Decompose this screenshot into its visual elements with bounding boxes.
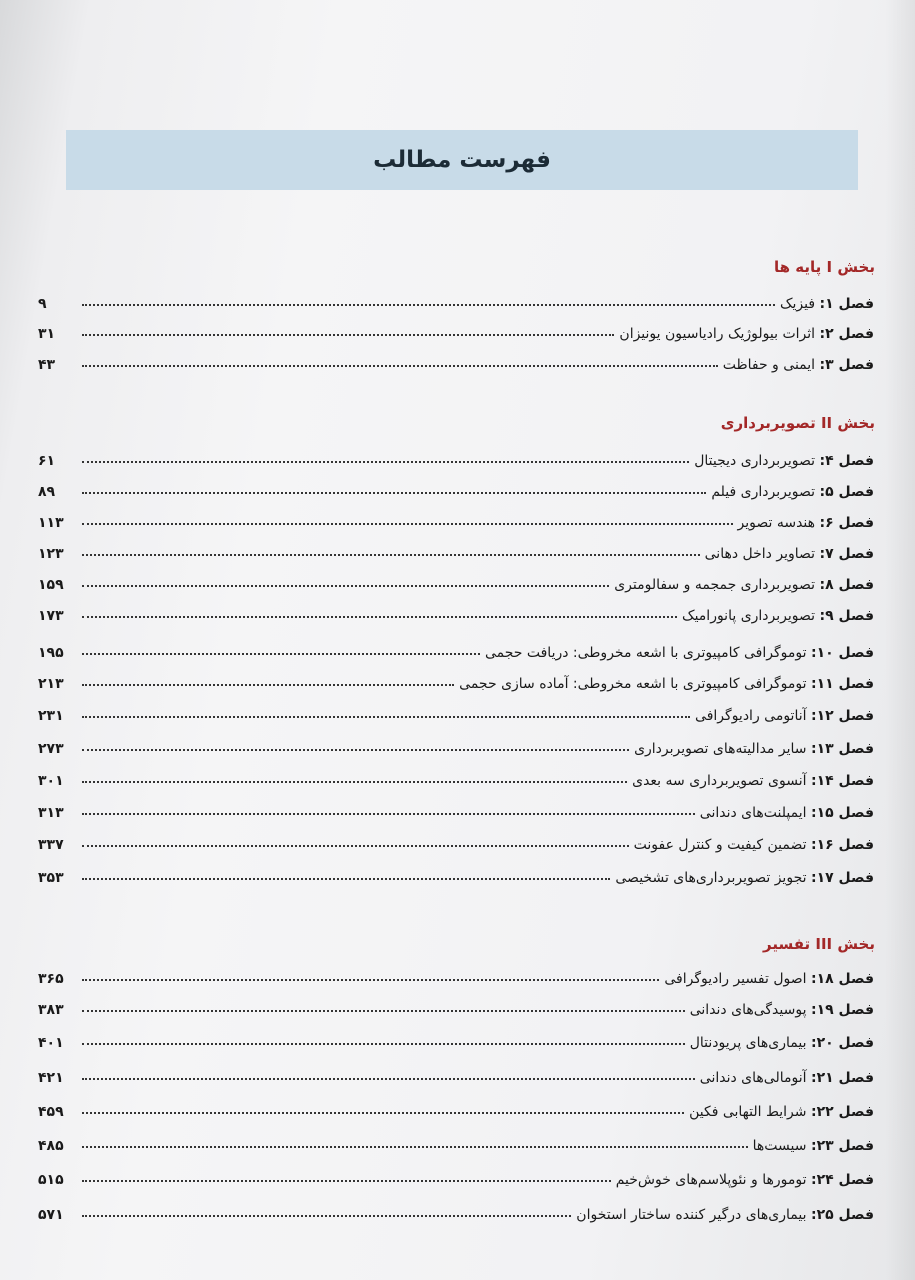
- section-heading: بخش III تفسیر: [763, 935, 875, 953]
- chapter-title: [616, 326, 874, 342]
- chapter-name: تجویز تصویربرداری‌های تشخیصی: [615, 870, 807, 886]
- toc-entry[interactable]: [38, 637, 874, 661]
- chapter-title: [573, 1207, 874, 1223]
- page-number: ۳۶۵: [38, 971, 64, 987]
- page-number: ۲۳۱: [38, 708, 64, 724]
- dot-leader: [82, 716, 690, 718]
- dot-leader: [82, 1112, 684, 1114]
- chapter-name: بیماری‌های درگیر کننده ساختار استخوان: [576, 1207, 807, 1223]
- toc-entry[interactable]: [38, 733, 874, 757]
- dot-leader: [82, 1180, 611, 1182]
- chapter-title: [720, 357, 874, 373]
- chapter-number: فصل ۲۴:: [810, 1172, 874, 1188]
- chapter-title: [631, 837, 874, 853]
- page-title: فهرست مطالب: [373, 147, 551, 173]
- page-number: ۳۸۳: [38, 1002, 64, 1018]
- chapter-name: بیماری‌های پریودنتال: [689, 1035, 807, 1051]
- page-number: ۶۱: [38, 453, 56, 469]
- toc-entry[interactable]: [38, 288, 874, 312]
- page-number: ۲۷۳: [38, 741, 64, 757]
- chapter-number: فصل ۹:: [819, 608, 874, 624]
- chapter-name: آنومالی‌های دندانی: [699, 1070, 807, 1086]
- chapter-title: [692, 708, 874, 724]
- chapter-name: سایر مدالیته‌های تصویربرداری: [634, 741, 807, 757]
- chapter-title: [611, 577, 874, 593]
- dot-leader: [82, 365, 718, 367]
- toc-entry[interactable]: [38, 1130, 874, 1154]
- chapter-name: تصویربرداری پانورامیک: [682, 608, 816, 624]
- chapter-name: سیست‌ها: [752, 1138, 807, 1154]
- chapter-title: [708, 484, 874, 500]
- dot-leader: [82, 334, 614, 336]
- page-number: ۲۱۳: [38, 676, 64, 692]
- toc-entry[interactable]: [38, 700, 874, 724]
- dot-leader: [82, 845, 629, 847]
- page-number: ۴۳: [38, 357, 56, 373]
- chapter-number: فصل ۱۳:: [810, 741, 874, 757]
- chapter-title: [456, 676, 874, 692]
- dot-leader: [82, 523, 733, 525]
- page-number: ۵۷۱: [38, 1207, 64, 1223]
- dot-leader: [82, 461, 689, 463]
- chapter-title: [750, 1138, 874, 1154]
- chapter-name: توموگرافی کامپیوتری با اشعه مخروطی: دریافت حجمی: [484, 645, 807, 661]
- chapter-number: فصل ۱۴:: [810, 773, 874, 789]
- chapter-title: [735, 515, 875, 531]
- toc-entry[interactable]: [38, 668, 874, 692]
- toc-entry[interactable]: [38, 994, 874, 1018]
- chapter-number: فصل ۲۳:: [810, 1138, 874, 1154]
- page-number: ۴۸۵: [38, 1138, 64, 1154]
- chapter-title: [697, 1070, 874, 1086]
- page-number: ۴۲۱: [38, 1070, 64, 1086]
- toc-entry[interactable]: [38, 569, 874, 593]
- chapter-name: توموگرافی کامپیوتری با اشعه مخروطی: آماده سازی حجمی: [459, 676, 807, 692]
- dot-leader: [82, 684, 454, 686]
- dot-leader: [82, 1010, 685, 1012]
- page-number: ۳۳۷: [38, 837, 64, 853]
- toc-entry[interactable]: [38, 445, 874, 469]
- dot-leader: [82, 979, 659, 981]
- chapter-name: تومورها و نئوپلاسم‌های خوش‌خیم: [615, 1172, 807, 1188]
- page-number: ۱۵۹: [38, 577, 64, 593]
- dot-leader: [82, 585, 609, 587]
- chapter-name: هندسه تصویر: [737, 515, 816, 531]
- chapter-number: فصل ۷:: [819, 546, 874, 562]
- chapter-name: آناتومی رادیوگرافی: [695, 708, 807, 724]
- page-number: ۱۹۵: [38, 645, 64, 661]
- chapter-number: فصل ۱۸:: [810, 971, 874, 987]
- chapter-name: پوسیدگی‌های دندانی: [689, 1002, 807, 1018]
- chapter-name: اثرات بیولوژیک رادیاسیون یونیزان: [619, 326, 816, 342]
- page-number: ۴۵۹: [38, 1104, 64, 1120]
- chapter-number: فصل ۱۲:: [810, 708, 874, 724]
- chapter-name: ایمنی و حفاظت: [722, 357, 816, 373]
- chapter-number: فصل ۴:: [819, 453, 874, 469]
- dot-leader: [82, 1043, 685, 1045]
- chapter-name: تصویربرداری فیلم: [711, 484, 816, 500]
- chapter-title: [631, 741, 874, 757]
- chapter-name: تضمین کیفیت و کنترل عفونت: [633, 837, 807, 853]
- dot-leader: [82, 1215, 571, 1217]
- dot-leader: [82, 1146, 748, 1148]
- page-number: ۱۲۳: [38, 546, 64, 562]
- chapter-title: [629, 773, 874, 789]
- chapter-number: فصل ۱۷:: [810, 870, 874, 886]
- chapter-number: فصل ۱۱:: [810, 676, 874, 692]
- chapter-name: فیزیک: [779, 296, 816, 312]
- chapter-title: [697, 805, 874, 821]
- toc-entry[interactable]: [38, 318, 874, 342]
- chapter-name: شرایط التهابی فکین: [689, 1104, 807, 1120]
- chapter-number: فصل ۲۰:: [810, 1035, 874, 1051]
- page-number: ۳۵۳: [38, 870, 64, 886]
- toc-entry[interactable]: [38, 862, 874, 886]
- toc-entry[interactable]: [38, 349, 874, 373]
- dot-leader: [82, 813, 695, 815]
- chapter-title: [661, 971, 874, 987]
- dot-leader: [82, 878, 610, 880]
- chapter-number: فصل ۵:: [819, 484, 874, 500]
- chapter-number: فصل ۲۵:: [810, 1207, 874, 1223]
- toc-entry[interactable]: [38, 1164, 874, 1188]
- chapter-title: [679, 608, 874, 624]
- chapter-name: آنسوی تصویربرداری سه بعدی: [632, 773, 807, 789]
- chapter-number: فصل ۱۶:: [810, 837, 874, 853]
- chapter-number: فصل ۱۰:: [810, 645, 874, 661]
- chapter-number: فصل ۲۲:: [810, 1104, 874, 1120]
- page-number: ۵۱۵: [38, 1172, 64, 1188]
- chapter-title: [686, 1104, 874, 1120]
- chapter-title: [687, 1035, 874, 1051]
- chapter-name: تصاویر داخل دهانی: [704, 546, 816, 562]
- page-number: ۱۷۳: [38, 608, 64, 624]
- toc-entry[interactable]: [38, 600, 874, 624]
- chapter-title: [687, 1002, 874, 1018]
- page-number: ۱۱۳: [38, 515, 64, 531]
- page-number: ۳۱: [38, 326, 56, 342]
- chapter-title: [482, 645, 874, 661]
- toc-entry[interactable]: [38, 963, 874, 987]
- dot-leader: [82, 554, 700, 556]
- page-number: ۹: [38, 296, 47, 312]
- chapter-number: فصل ۳:: [819, 357, 874, 373]
- toc-entry[interactable]: [38, 1062, 874, 1086]
- chapter-number: فصل ۶:: [819, 515, 874, 531]
- chapter-number: فصل ۲۱:: [810, 1070, 874, 1086]
- toc-entry[interactable]: [38, 476, 874, 500]
- toc-entry[interactable]: [38, 765, 874, 789]
- chapter-name: ایمپلنت‌های دندانی: [699, 805, 807, 821]
- chapter-title: [691, 453, 874, 469]
- page-number: ۳۱۳: [38, 805, 64, 821]
- chapter-title: [613, 1172, 874, 1188]
- dot-leader: [82, 781, 627, 783]
- toc-entry[interactable]: [38, 829, 874, 853]
- chapter-title: [702, 546, 874, 562]
- chapter-name: تصویربرداری دیجیتال: [694, 453, 816, 469]
- page-number: ۸۹: [38, 484, 56, 500]
- chapter-number: فصل ۱۵:: [810, 805, 874, 821]
- dot-leader: [82, 616, 677, 618]
- dot-leader: [82, 653, 480, 655]
- chapter-number: فصل ۸:: [819, 577, 874, 593]
- toc-entry[interactable]: [38, 507, 874, 531]
- toc-entry[interactable]: [38, 797, 874, 821]
- toc-entry[interactable]: [38, 538, 874, 562]
- chapter-number: فصل ۱:: [819, 296, 874, 312]
- chapter-title: [612, 870, 874, 886]
- chapter-name: تصویربرداری جمجمه و سفالومتری: [614, 577, 816, 593]
- page-number: ۳۰۱: [38, 773, 64, 789]
- chapter-number: فصل ۲:: [819, 326, 874, 342]
- page-number: ۴۰۱: [38, 1035, 64, 1051]
- toc-entry[interactable]: [38, 1096, 874, 1120]
- chapter-number: فصل ۱۹:: [810, 1002, 874, 1018]
- dot-leader: [82, 304, 775, 306]
- toc-entry[interactable]: [38, 1027, 874, 1051]
- dot-leader: [82, 749, 629, 751]
- dot-leader: [82, 492, 706, 494]
- section-heading: بخش I پایه ها: [774, 258, 875, 276]
- section-heading: بخش II تصویربرداری: [720, 414, 875, 432]
- title-band: [66, 130, 858, 190]
- toc-entry[interactable]: [38, 1199, 874, 1223]
- chapter-name: اصول تفسیر رادیوگرافی: [664, 971, 807, 987]
- dot-leader: [82, 1078, 695, 1080]
- chapter-title: [777, 296, 874, 312]
